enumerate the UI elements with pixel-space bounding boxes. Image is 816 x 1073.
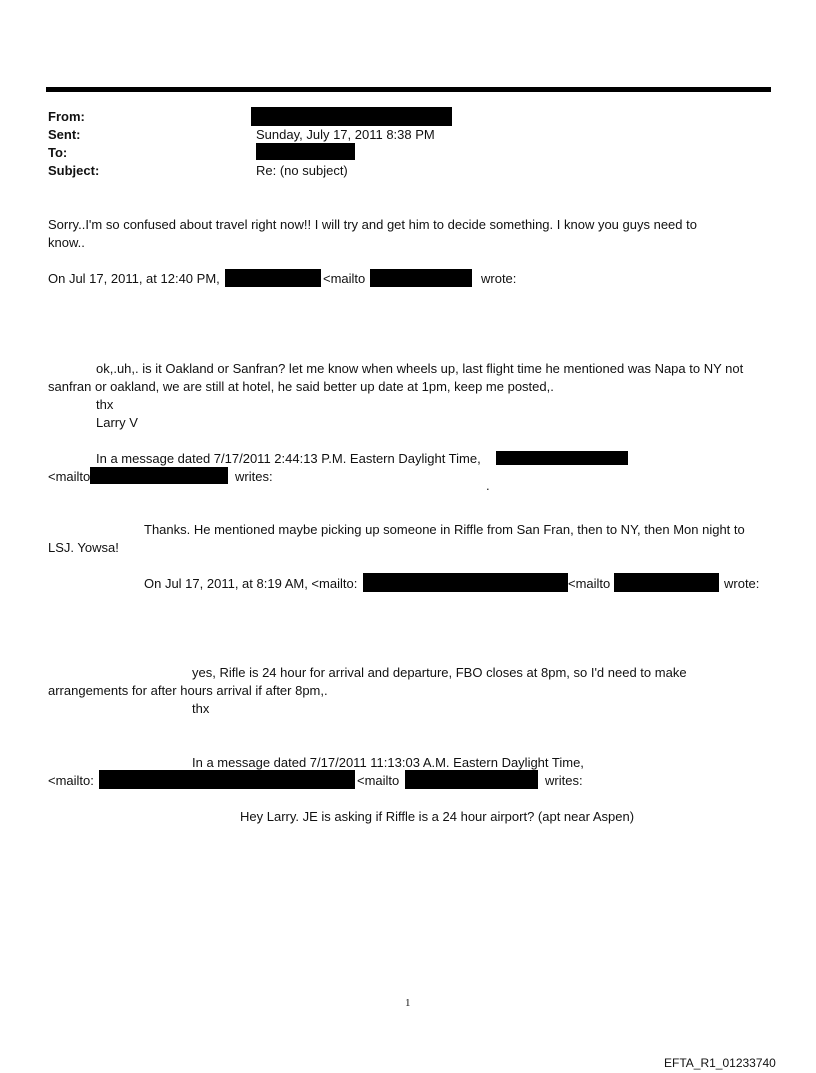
msg2-line-1: ok,.uh,. is it Oakland or Sanfran? let me know when wheels up, last flight time he mentioned was Napa to NY not [96,361,744,376]
reply-line-1: Sorry..I'm so confused about travel right now!! I will try and get him to decide something. I know you guys need to [48,217,697,232]
redaction-quote4-email-b [405,770,538,789]
redaction-quote1-name [225,269,321,287]
msg2-thx: thx [96,397,114,412]
subject-label: Subject: [48,163,100,178]
redaction-quote4-email-a [99,770,355,789]
msg3-line-1: Thanks. He mentioned maybe picking up someone in Riffle from San Fran, then to NY, then Mon night to [144,522,745,537]
redaction-quote2-name [496,451,628,465]
quote2-line-1: In a message dated 7/17/2011 2:44:13 P.M. Eastern Daylight Time, [96,451,481,466]
from-label: From: [48,109,85,124]
quote1-mailto: <mailto [323,271,366,286]
reply-line-2: know.. [48,235,85,250]
document-id: EFTA_R1_01233740 [664,1056,776,1070]
quote4-mailto-b: <mailto [357,773,400,788]
sent-value: Sunday, July 17, 2011 8:38 PM [256,127,435,142]
msg3-line-2: LSJ. Yowsa! [48,540,119,555]
redaction-from [251,107,452,126]
msg2-line-2: sanfran or oakland, we are still at hotel, he said better up date at 1pm, keep me posted,. [48,379,554,394]
header-rule [46,87,771,92]
quote2-mailto: <mailto [48,469,91,484]
quote2-writes: writes: [235,469,273,484]
msg4-line-2: arrangements for after hours arrival if after 8pm,. [48,683,328,698]
msg4-thx: thx [192,701,210,716]
quote4-writes: writes: [545,773,583,788]
quote4-line-1: In a message dated 7/17/2011 11:13:03 A.M. Eastern Daylight Time, [192,755,584,770]
subject-value: Re: (no subject) [256,163,348,178]
quote3-wrote: wrote: [724,576,760,591]
quote1-wrote: wrote: [481,271,517,286]
quote4-mailto-a: <mailto: [48,773,94,788]
page-number: 1 [405,997,411,1009]
redaction-quote3-email-a [363,573,568,592]
redaction-to [256,143,355,160]
stray-dot: . [486,478,490,493]
msg5-line-1: Hey Larry. JE is asking if Riffle is a 24 hour airport? (apt near Aspen) [240,809,635,824]
quote1-prefix: On Jul 17, 2011, at 12:40 PM, [48,271,220,286]
redaction-quote1-email [370,269,472,287]
redaction-quote3-email-b [614,573,719,592]
quote3-mailto: <mailto [568,576,611,591]
quote3-prefix: On Jul 17, 2011, at 8:19 AM, <mailto: [144,576,358,591]
msg4-line-1: yes, Rifle is 24 hour for arrival and departure, FBO closes at 8pm, so I'd need to make [192,665,687,680]
msg2-signature: Larry V [96,415,138,430]
sent-label: Sent: [48,127,81,142]
to-label: To: [48,145,68,160]
redaction-quote2-email [90,467,228,484]
